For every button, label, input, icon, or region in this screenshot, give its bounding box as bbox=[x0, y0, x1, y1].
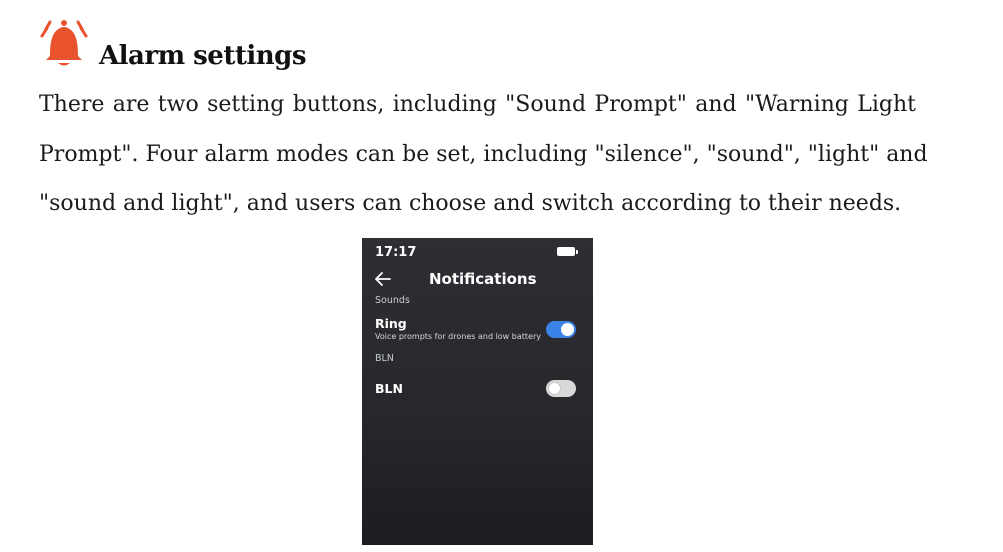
section-heading bbox=[38, 16, 438, 76]
phone-screenshot bbox=[362, 238, 593, 545]
bln-setting-title: BLN bbox=[375, 381, 403, 396]
status-time: 17:17 bbox=[375, 245, 417, 260]
paragraph-line: "sound and light", and users can choose and switch according to their needs. bbox=[39, 191, 902, 216]
paragraph-line: Prompt". Four alarm modes can be set, including "silence", "sound", "light" and bbox=[39, 142, 928, 167]
bln-toggle[interactable] bbox=[546, 380, 576, 397]
section-header-sounds: Sounds bbox=[375, 295, 410, 306]
battery-icon bbox=[557, 247, 575, 256]
toggle-knob bbox=[548, 382, 561, 395]
toggle-knob bbox=[561, 323, 574, 336]
ring-setting-title: Ring bbox=[375, 316, 407, 331]
bell-icon bbox=[38, 16, 90, 70]
ring-setting-description: Voice prompts for drones and low battery bbox=[375, 332, 541, 341]
page-title: Alarm settings bbox=[99, 41, 306, 71]
screen-title: Notifications bbox=[429, 270, 537, 288]
back-arrow-icon[interactable] bbox=[374, 271, 392, 287]
paragraph-line: There are two setting buttons, including "Sound Prompt" and "Warning Light bbox=[39, 92, 916, 117]
ring-toggle[interactable] bbox=[546, 321, 576, 338]
section-header-bln: BLN bbox=[375, 353, 394, 364]
